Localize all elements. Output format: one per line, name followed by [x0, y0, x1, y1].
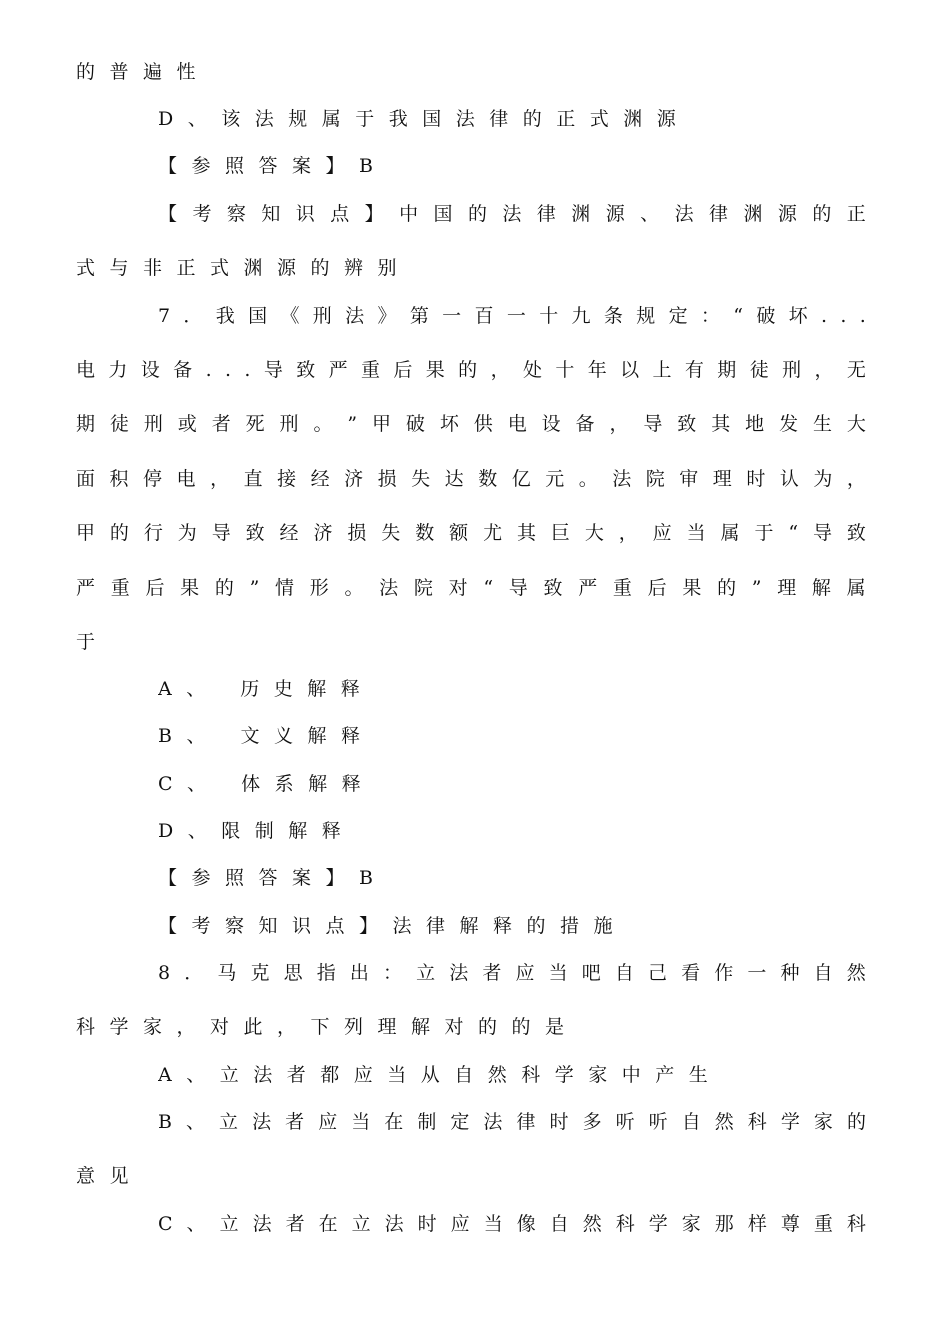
glyph: 自 [681, 1111, 701, 1133]
glyph: 情 [275, 577, 295, 599]
glyph: 8 [158, 962, 171, 984]
glyph: ， [846, 468, 866, 490]
glyph: 上 [652, 359, 672, 381]
glyph: 立 [219, 1213, 239, 1235]
glyph: . [224, 359, 232, 381]
glyph: 十 [555, 359, 575, 381]
glyph: 思 [283, 962, 303, 984]
glyph: 院 [413, 577, 433, 599]
option-c: C、 体系解释 [158, 773, 376, 795]
glyph: B [158, 1111, 172, 1133]
glyph: 的 [846, 1111, 866, 1133]
glyph: 法 [384, 1213, 404, 1235]
glyph: 者 [211, 413, 231, 435]
glyph: . [821, 305, 828, 327]
glyph: ” [751, 577, 762, 599]
glyph: 为 [177, 522, 197, 544]
glyph: 时 [549, 1111, 569, 1133]
glyph: 察 [226, 203, 246, 225]
glyph: 电 [507, 413, 527, 435]
glyph: ， [490, 359, 510, 381]
glyph: 院 [645, 468, 665, 490]
glyph: 其 [711, 413, 731, 435]
glyph: 法 [674, 203, 694, 225]
glyph: 当 [351, 1111, 371, 1133]
glyph: 济 [313, 522, 333, 544]
text-line: 意见 [76, 1165, 144, 1187]
text-line [76, 412, 866, 436]
glyph: 条 [603, 305, 623, 327]
glyph: 破 [756, 305, 776, 327]
glyph: 克 [250, 962, 270, 984]
glyph: 致 [846, 522, 866, 544]
glyph: 电 [176, 468, 196, 490]
glyph: 元 [545, 468, 565, 490]
glyph: 徒 [749, 359, 769, 381]
glyph: 听 [648, 1111, 668, 1133]
glyph: 重 [361, 359, 381, 381]
glyph: 然 [846, 962, 866, 984]
glyph: ． [184, 962, 204, 984]
glyph: 力 [108, 359, 128, 381]
glyph: 果 [682, 577, 702, 599]
glyph: 种 [780, 962, 800, 984]
glyph: 国 [433, 203, 453, 225]
glyph: 其 [516, 522, 536, 544]
text-line [76, 576, 866, 600]
glyph: 尤 [483, 522, 503, 544]
glyph: “ [483, 577, 494, 599]
glyph: 后 [393, 359, 413, 381]
glyph: 徒 [109, 413, 129, 435]
glyph: 应 [652, 522, 672, 544]
glyph: 亿 [511, 468, 531, 490]
glyph: ” [347, 413, 358, 435]
glyph: 对 [448, 577, 468, 599]
glyph: 达 [444, 468, 464, 490]
glyph: 家 [681, 1213, 701, 1235]
glyph: 源 [777, 203, 797, 225]
glyph: 科 [615, 1213, 635, 1235]
glyph: 地 [745, 413, 765, 435]
option-a: A、 历史解释 [158, 678, 375, 700]
glyph: 形 [309, 577, 329, 599]
glyph: 科 [846, 1213, 866, 1235]
glyph: 的 [717, 577, 737, 599]
knowledge-point [158, 202, 866, 226]
glyph: 者 [285, 1111, 305, 1133]
option-b: B、 文义解释 [158, 725, 375, 747]
text-line: 于 [76, 631, 110, 653]
option-a: A、立法者都应当从自然科学家中产生 [158, 1064, 723, 1086]
glyph: 导 [643, 413, 663, 435]
glyph: 死 [245, 413, 265, 435]
glyph: 听 [615, 1111, 635, 1133]
glyph: 失 [381, 522, 401, 544]
glyph: 大 [846, 413, 866, 435]
glyph: 十 [539, 305, 559, 327]
glyph: “ [788, 522, 799, 544]
text-line [76, 521, 866, 545]
glyph: 《 [280, 305, 300, 327]
glyph: 致 [677, 413, 697, 435]
glyph: 的 [467, 203, 487, 225]
glyph: 破 [405, 413, 425, 435]
glyph: 自 [614, 962, 634, 984]
glyph: 经 [310, 468, 330, 490]
glyph: 刑 [143, 413, 163, 435]
glyph: 坏 [788, 305, 808, 327]
glyph: 自 [813, 962, 833, 984]
glyph: 额 [449, 522, 469, 544]
glyph: 当 [548, 962, 568, 984]
glyph: ， [814, 359, 834, 381]
glyph: 失 [411, 468, 431, 490]
glyph: 。 [578, 468, 598, 490]
glyph: 看 [681, 962, 701, 984]
glyph: 备 [173, 359, 193, 381]
glyph: 为 [813, 468, 833, 490]
glyph: 以 [620, 359, 640, 381]
glyph: 经 [279, 522, 299, 544]
glyph: 刑 [279, 413, 299, 435]
glyph: 定 [668, 305, 688, 327]
glyph: 多 [582, 1111, 602, 1133]
text-line: 的普遍性 [76, 61, 211, 83]
glyph: 那 [714, 1213, 734, 1235]
glyph: 吧 [581, 962, 601, 984]
glyph: 制 [417, 1111, 437, 1133]
glyph: 渊 [571, 203, 591, 225]
glyph: 甲 [372, 413, 392, 435]
glyph: 法 [612, 468, 632, 490]
glyph: 果 [180, 577, 200, 599]
glyph: 审 [679, 468, 699, 490]
text-line: 科学家，对此，下列理解对的的是 [76, 1016, 579, 1038]
glyph: 指 [316, 962, 336, 984]
glyph: 严 [76, 577, 96, 599]
glyph: 数 [415, 522, 435, 544]
reference-answer: 【参照答案】B [158, 155, 388, 177]
glyph: 然 [714, 1111, 734, 1133]
glyph: 重 [110, 577, 130, 599]
glyph: 法 [502, 203, 522, 225]
glyph: 无 [846, 359, 866, 381]
glyph: 一 [747, 962, 767, 984]
option-c [158, 1212, 866, 1236]
glyph: 法 [345, 305, 365, 327]
glyph: 应 [318, 1111, 338, 1133]
glyph: 、 [186, 1213, 206, 1235]
glyph: 国 [248, 305, 268, 327]
text-line [76, 358, 866, 382]
glyph: 像 [516, 1213, 536, 1235]
glyph: ” [249, 577, 260, 599]
text-line: 式与非正式渊源的辨别 [76, 257, 412, 279]
reference-answer: 【参照答案】B [158, 867, 388, 889]
glyph: 者 [482, 962, 502, 984]
glyph: 九 [571, 305, 591, 327]
glyph: 考 [192, 203, 212, 225]
glyph: 的 [458, 359, 478, 381]
glyph: 学 [780, 1111, 800, 1133]
glyph: ． [183, 305, 203, 327]
glyph: 在 [318, 1213, 338, 1235]
glyph: 当 [686, 522, 706, 544]
glyph: 坏 [439, 413, 459, 435]
glyph: 当 [483, 1213, 503, 1235]
glyph: 年 [587, 359, 607, 381]
glyph: 损 [377, 468, 397, 490]
glyph: 马 [217, 962, 237, 984]
glyph: 家 [813, 1111, 833, 1133]
glyph: 样 [747, 1213, 767, 1235]
glyph: 致 [296, 359, 316, 381]
glyph: C [158, 1213, 173, 1235]
glyph: 严 [578, 577, 598, 599]
glyph: 认 [779, 468, 799, 490]
glyph: 属 [846, 577, 866, 599]
text-line [76, 467, 866, 491]
glyph: 理 [712, 468, 732, 490]
glyph: 期 [76, 413, 96, 435]
glyph: 定 [450, 1111, 470, 1133]
glyph: 刑 [312, 305, 332, 327]
glyph: 立 [219, 1111, 239, 1133]
glyph: 立 [351, 1213, 371, 1235]
glyph: 自 [549, 1213, 569, 1235]
glyph: 供 [473, 413, 493, 435]
glyph: 法 [252, 1111, 272, 1133]
glyph: 积 [109, 468, 129, 490]
glyph: 百 [474, 305, 494, 327]
glyph: 的 [812, 203, 832, 225]
glyph: 解 [811, 577, 831, 599]
glyph: 一 [442, 305, 462, 327]
question-7 [158, 304, 866, 328]
glyph: 源 [605, 203, 625, 225]
glyph: 尊 [780, 1213, 800, 1235]
glyph: 设 [140, 359, 160, 381]
glyph: 行 [143, 522, 163, 544]
glyph: 中 [399, 203, 419, 225]
glyph: 法 [379, 577, 399, 599]
glyph: 点 [330, 203, 350, 225]
glyph: 导 [508, 577, 528, 599]
glyph: 者 [285, 1213, 305, 1235]
glyph: 刑 [782, 359, 802, 381]
glyph: 面 [76, 468, 96, 490]
glyph: 理 [777, 577, 797, 599]
glyph: 法 [483, 1111, 503, 1133]
glyph: 一 [506, 305, 526, 327]
glyph: 设 [541, 413, 561, 435]
glyph: 期 [717, 359, 737, 381]
glyph: . [840, 305, 847, 327]
glyph: 律 [536, 203, 556, 225]
glyph: 巨 [550, 522, 570, 544]
glyph: 【 [158, 203, 178, 225]
glyph: 有 [684, 359, 704, 381]
option-b [158, 1110, 866, 1134]
glyph: 甲 [76, 522, 96, 544]
glyph: 法 [252, 1213, 272, 1235]
glyph: ， [210, 468, 230, 490]
glyph: ， [609, 413, 629, 435]
glyph: 立 [416, 962, 436, 984]
glyph: 第 [409, 305, 429, 327]
glyph: 致 [543, 577, 563, 599]
glyph: 生 [812, 413, 832, 435]
glyph: 的 [109, 522, 129, 544]
glyph: 于 [754, 522, 774, 544]
glyph: 出 [349, 962, 369, 984]
glyph: 规 [636, 305, 656, 327]
glyph: 处 [522, 359, 542, 381]
glyph: 导 [263, 359, 283, 381]
glyph: 停 [143, 468, 163, 490]
knowledge-point: 【考察知识点】法律解释的措施 [158, 915, 628, 937]
glyph: 时 [417, 1213, 437, 1235]
glyph: 己 [647, 962, 667, 984]
glyph: 知 [261, 203, 281, 225]
glyph: 备 [575, 413, 595, 435]
glyph: 发 [779, 413, 799, 435]
glyph: 的 [214, 577, 234, 599]
glyph: 直 [243, 468, 263, 490]
glyph: . [244, 359, 251, 381]
glyph: 数 [478, 468, 498, 490]
glyph: ， [618, 522, 638, 544]
glyph: 识 [295, 203, 315, 225]
glyph: “ [733, 305, 743, 327]
glyph: 学 [648, 1213, 668, 1235]
glyph: 作 [714, 962, 734, 984]
option-d: D、该法规属于我国法律的正式渊源 [158, 108, 691, 130]
glyph: 7 [158, 305, 171, 327]
glyph: 严 [328, 359, 348, 381]
glyph: 律 [709, 203, 729, 225]
glyph: 时 [746, 468, 766, 490]
glyph: 致 [245, 522, 265, 544]
glyph: 、 [640, 203, 660, 225]
glyph: 导 [211, 522, 231, 544]
glyph: 。 [344, 577, 364, 599]
glyph: 损 [347, 522, 367, 544]
glyph: 属 [720, 522, 740, 544]
glyph: 》 [377, 305, 397, 327]
glyph: 渊 [743, 203, 763, 225]
glyph: 或 [177, 413, 197, 435]
glyph: 我 [215, 305, 235, 327]
glyph: 然 [582, 1213, 602, 1235]
glyph: 果 [425, 359, 445, 381]
glyph: ： [382, 962, 402, 984]
option-d: D、限制解释 [158, 820, 356, 842]
glyph: 正 [846, 203, 866, 225]
glyph: 接 [277, 468, 297, 490]
glyph: 科 [747, 1111, 767, 1133]
glyph: 、 [186, 1111, 206, 1133]
glyph: 后 [145, 577, 165, 599]
glyph: . [859, 305, 866, 327]
glyph: . [205, 359, 212, 381]
glyph: 应 [450, 1213, 470, 1235]
glyph: 导 [812, 522, 832, 544]
glyph: 济 [344, 468, 364, 490]
glyph: 在 [384, 1111, 404, 1133]
glyph: 】 [364, 203, 384, 225]
glyph: 律 [516, 1111, 536, 1133]
question-8 [158, 961, 866, 985]
glyph: 电 [76, 359, 96, 381]
glyph: 后 [647, 577, 667, 599]
glyph: 应 [515, 962, 535, 984]
glyph: 重 [813, 1213, 833, 1235]
glyph: ： [700, 305, 720, 327]
glyph: 法 [449, 962, 469, 984]
glyph: 。 [313, 413, 333, 435]
glyph: 大 [584, 522, 604, 544]
glyph: 重 [612, 577, 632, 599]
